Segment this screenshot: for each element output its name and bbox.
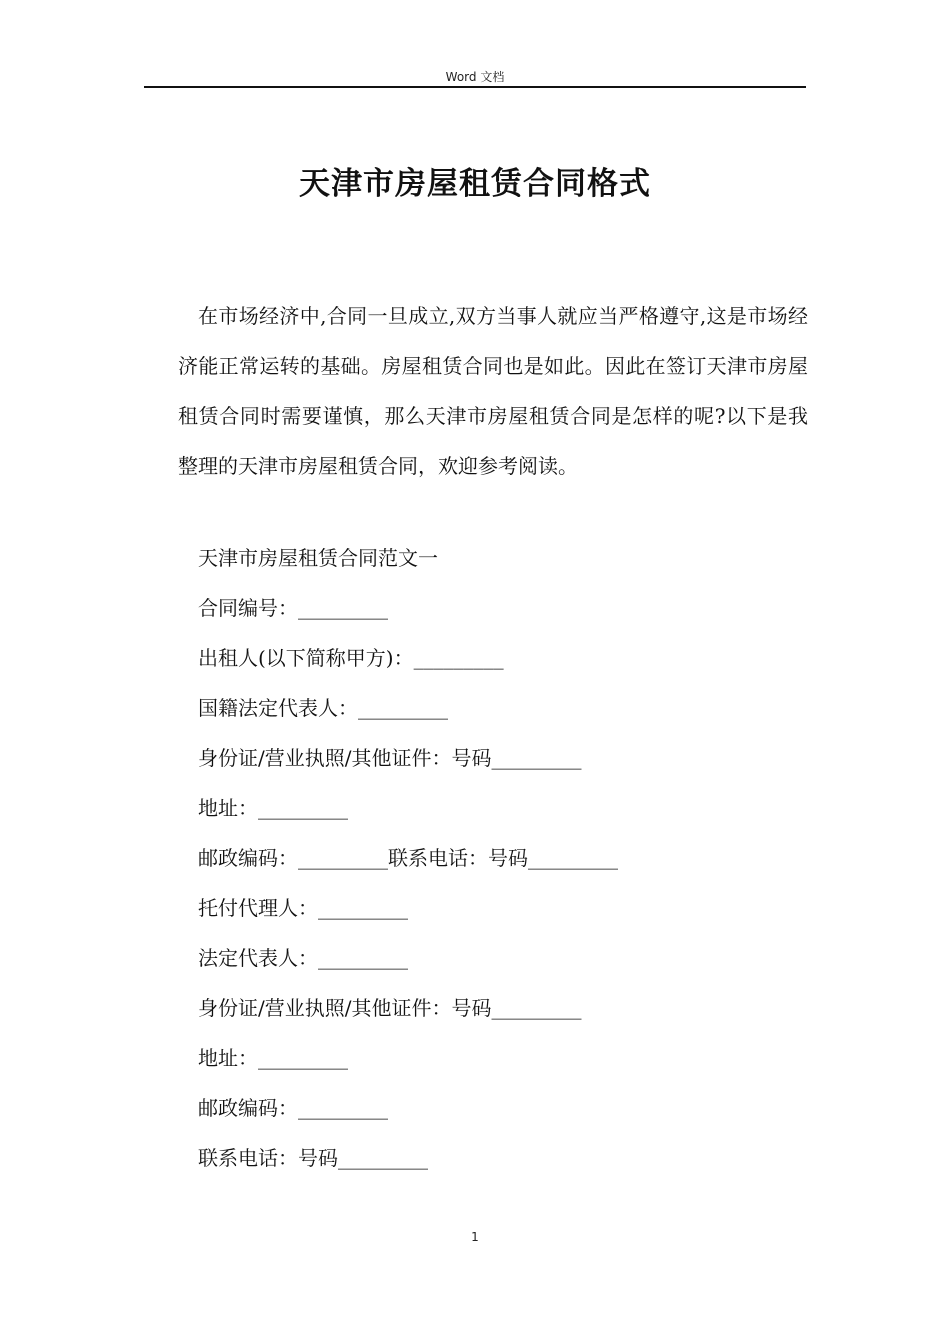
contract-field-list bbox=[198, 536, 798, 1186]
header-divider bbox=[144, 86, 806, 88]
intro-paragraph: 在市场经济中,合同一旦成立,双方当事人就应当严格遵守,这是市场经济能正常运转的基础。房屋租赁合同也是如此。因此在签订天津市房屋租赁合同时需要谨慎，那么天津市房屋租赁合同是怎样的呢?以下是我整理的天津市房屋租赁合同，欢迎参考阅读。 bbox=[178, 304, 808, 478]
contract-sample-heading: 天津市房屋租赁合同范文一 bbox=[198, 546, 438, 570]
page-header-label: Word 文档 bbox=[445, 70, 505, 84]
lessor-line: 出租人(以下简称甲方)：_________ bbox=[198, 646, 504, 670]
document-title: 天津市房屋租赁合同格式 bbox=[299, 166, 651, 202]
agent-address-line: 地址：_________ bbox=[198, 1046, 348, 1070]
agent-id-line: 身份证/营业执照/其他证件：号码_________ bbox=[198, 996, 582, 1020]
lessor-postcode-phone-line: 邮政编码：_________联系电话：号码_________ bbox=[198, 846, 618, 870]
agent-postcode-line: 邮政编码：_________ bbox=[198, 1096, 388, 1120]
lessor-address-line: 地址：_________ bbox=[198, 796, 348, 820]
legal-representative-line: 法定代表人：_________ bbox=[198, 946, 408, 970]
agent-line: 托付代理人：_________ bbox=[198, 896, 408, 920]
nationality-representative-line: 国籍法定代表人：_________ bbox=[198, 696, 448, 720]
page-number: 1 bbox=[471, 1230, 479, 1244]
agent-phone-line: 联系电话：号码_________ bbox=[198, 1146, 428, 1170]
lessor-id-line: 身份证/营业执照/其他证件：号码_________ bbox=[198, 746, 582, 770]
contract-number-line: 合同编号：_________ bbox=[198, 596, 388, 620]
